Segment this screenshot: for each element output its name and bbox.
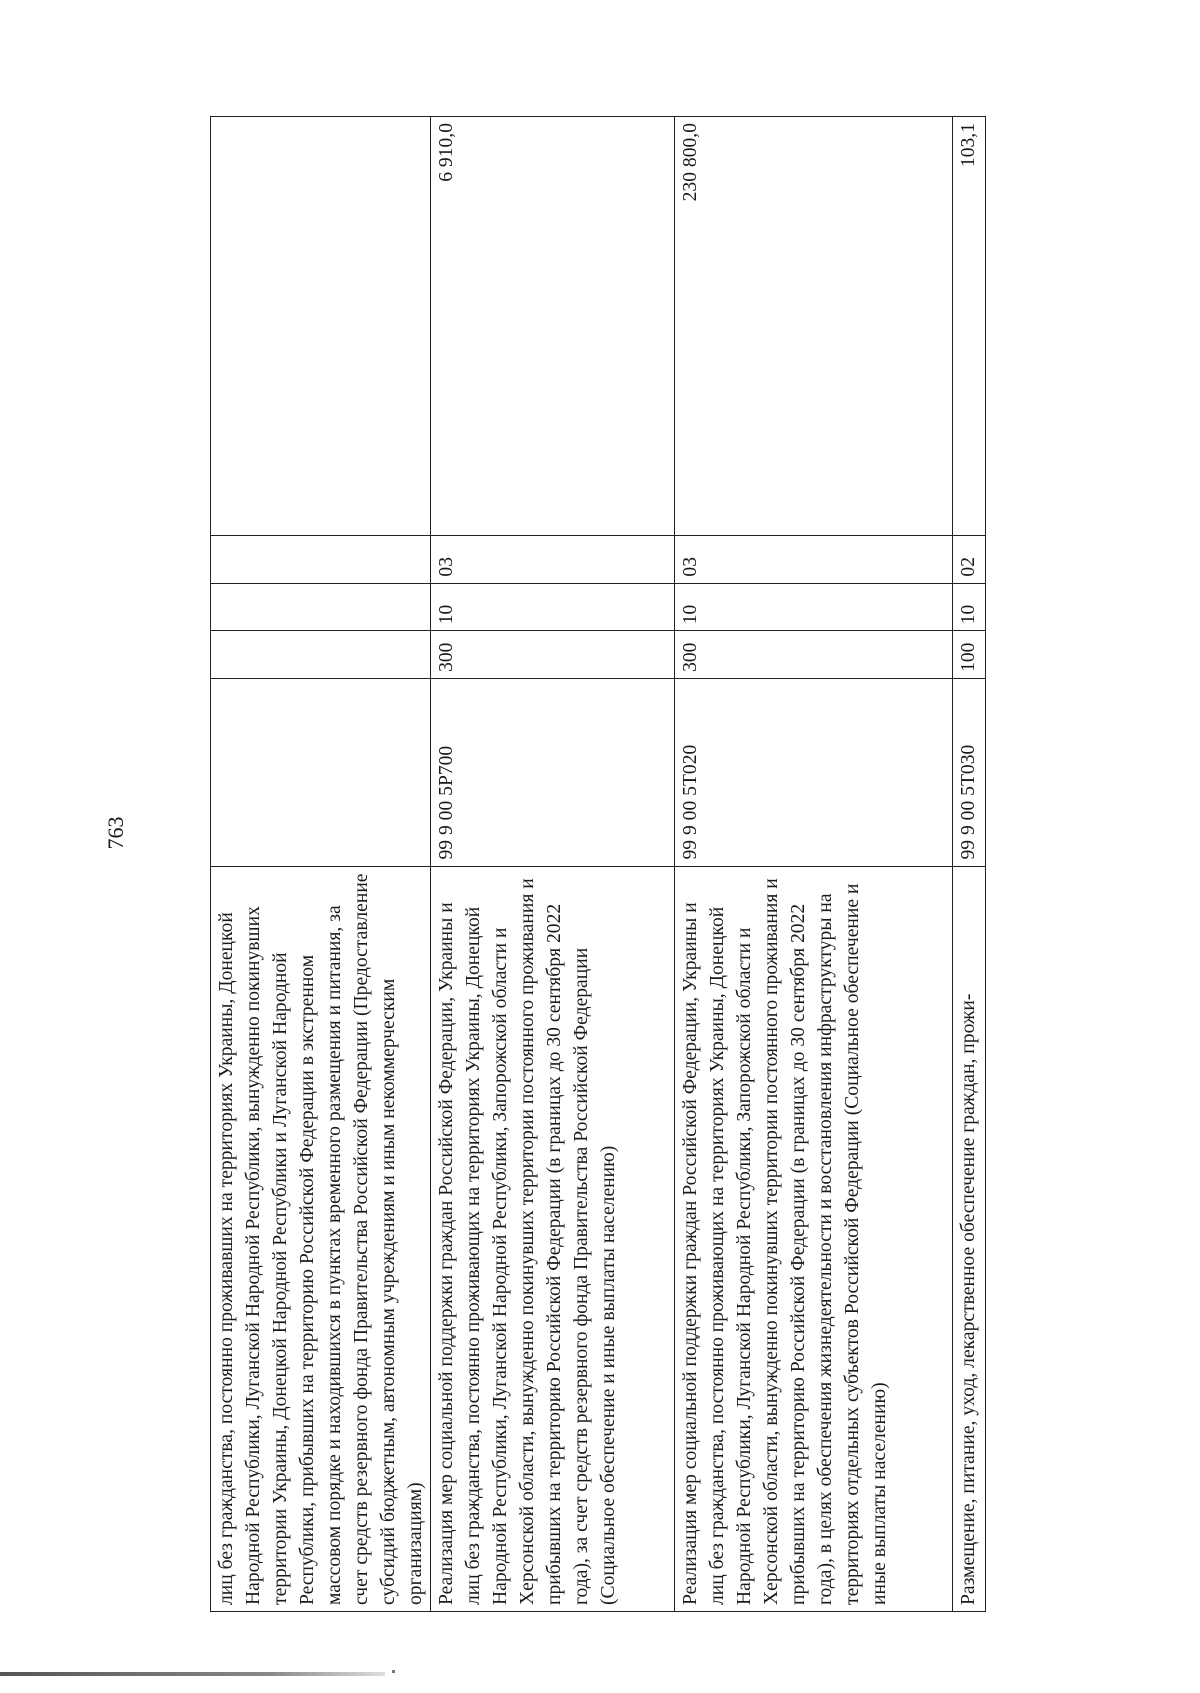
expense-type-code: 300 <box>675 631 953 679</box>
target-article-code: 99 9 00 5T020 <box>675 678 953 866</box>
scan-edge-line <box>0 1672 385 1676</box>
expense-type-code: 300 <box>431 631 675 679</box>
target-article-code <box>211 678 431 866</box>
target-article-code: 99 9 00 5P700 <box>431 678 675 866</box>
target-article-code: 99 9 00 5T030 <box>953 678 986 866</box>
amount: 103,1 <box>953 117 986 536</box>
budget-table <box>210 116 986 1612</box>
section-code: 10 <box>953 583 986 631</box>
budget-table-rotated <box>210 116 1110 1612</box>
table-row <box>431 117 675 1612</box>
subsection-code <box>211 535 431 583</box>
scan-speck <box>392 1670 395 1673</box>
expense-name: Размещение, питание, уход, лекарственное обеспечение граждан, прожи- <box>953 866 986 1611</box>
page-number: 763 <box>103 816 128 850</box>
section-code: 10 <box>675 583 953 631</box>
section-code: 10 <box>431 583 675 631</box>
expense-name: Реализация мер социальной поддержки граждан Российской Федерации, Украины и лиц без гражданства, постоянно проживающих на территориях Украины, Донецкой Народной Республики, Луганской Народной Республики, Запорожской области и Херсонской области, вынужденно покинувших территории постоянного проживания и прибывших на территорию Российской Федерации (в границах до 30 сентября 2022 года), за счет средств резервного фонда Правительства Российской Федерации (Социальное обеспечение и иные выплаты населению) <box>431 866 675 1611</box>
table-row <box>675 117 953 1612</box>
amount <box>211 117 431 536</box>
expense-type-code <box>211 631 431 679</box>
table-row <box>211 117 431 1612</box>
section-code <box>211 583 431 631</box>
table-row <box>953 117 986 1612</box>
amount: 6 910,0 <box>431 117 675 536</box>
expense-name: Реализация мер социальной поддержки граждан Российской Федерации, Украины и лиц без гражданства, постоянно проживающих на территориях Украины, Донецкой Народной Республики, Луганской Народной Республики, Запорожской области и Херсонской области, вынужденно покинувших территории постоянного проживания и прибывших на территорию Российской Федерации (в границах до 30 сентября 2022 года), в целях обеспечения жизнедеятельности и восстановления инфраструктуры на территориях отдельных субъектов Российской Федерации (Социальное обеспечение и иные выплаты населению) <box>675 866 953 1611</box>
subsection-code: 02 <box>953 535 986 583</box>
expense-type-code: 100 <box>953 631 986 679</box>
subsection-code: 03 <box>675 535 953 583</box>
subsection-code: 03 <box>431 535 675 583</box>
amount: 230 800,0 <box>675 117 953 536</box>
expense-name: лиц без гражданства, постоянно проживавших на территориях Украины, Донецкой Народной Республики, Луганской Народной Республики, вынужденно покинувших территории Украины, Донецкой Народной Республики и Луганской Народной Республики, прибывших на территорию Российской Федерации в экстренном массовом порядке и находившихся в пунктах временного размещения и питания, за счет средств резервного фонда Правительства Российской Федерации (Предоставление субсидий бюджетным, автономным учреждениям и иным некоммерческим организациям) <box>211 866 431 1611</box>
